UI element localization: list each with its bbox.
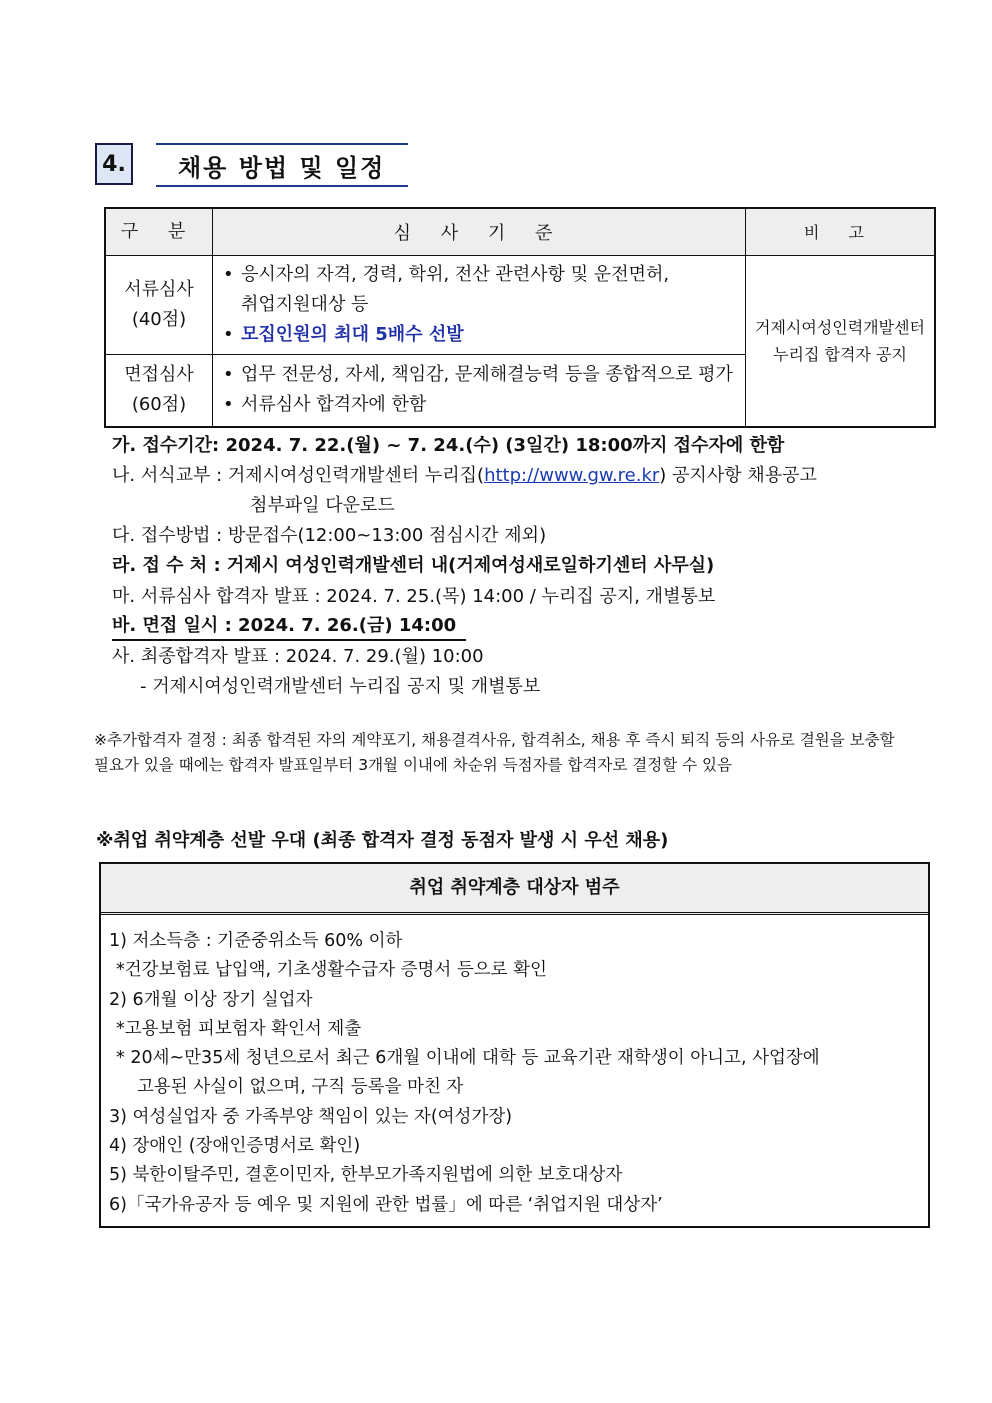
list-item: 4) 장애인 (장애인증명서로 확인)	[109, 1136, 361, 1157]
list-item: *건강보험료 납입액, 기초생활수급자 증명서 등으로 확인	[116, 960, 547, 981]
schedule-na-suffix: ) 공지사항 채용공고	[659, 465, 817, 486]
stage-score: (40점)	[131, 309, 187, 330]
list-item: 1) 저소득층 : 기준중위소득 60% 이하	[109, 931, 403, 951]
schedule-na	[112, 461, 817, 491]
stage-cell	[105, 256, 213, 355]
schedule-ga: 가. 접수기간: 2024. 7. 22.(월) ~ 7. 24.(수) (3일간) 18:00까지 접수자에 한함	[112, 435, 785, 456]
vulnerable-box	[99, 862, 930, 1228]
schedule-ma: 마. 서류심사 합격자 발표 : 2024. 7. 25.(목) 14:00 / 누리집 공지, 개별통보	[112, 586, 716, 607]
list-item: 2) 6개월 이상 장기 실업자	[109, 989, 313, 1010]
criteria-item: 응시자의 자격, 경력, 학위, 전산 관련사항 및 운전면허,	[241, 264, 670, 285]
schedule-na-line2: 첨부파일 다운로드	[250, 495, 395, 516]
additional-pass-note: ※추가합격자 결정 : 최종 합격된 자의 계약포기, 채용결격사유, 합격취소, 채용 후 즉시 퇴직 등의 사유로 결원을 보충할 필요가 있을 때에는 합격자 발표일부터 3개월 이내에 차순위 득점자를 합격자로 결정할 수 있음	[94, 731, 895, 774]
criteria-item-highlight: 모집인원의 최대 5배수 선발	[241, 324, 464, 345]
header-criteria: 심 사 기 준	[213, 208, 746, 256]
table-header-row	[105, 208, 935, 256]
stage-name: 서류심사	[124, 279, 194, 300]
criteria-item: 업무 전문성, 자세, 책임감, 문제해결능력 등을 종합적으로 평가	[241, 364, 733, 386]
header-remark: 비 고	[746, 208, 936, 256]
section-title: 채용 방법 및 일정	[156, 143, 408, 187]
vulnerable-list	[101, 915, 928, 1220]
schedule-ra: 라. 접 수 처 : 거제시 여성인력개발센터 내(거제여성새로일하기센터 사무실)	[112, 555, 715, 576]
list-item: 6)「국가유공자 등 예우 및 지원에 관한 법률」에 따른 ‘취업지원 대상자’	[109, 1194, 663, 1215]
list-item: 고용된 사실이 없으며, 구직 등록을 마친 자	[137, 1077, 464, 1098]
stage-score: (60점)	[131, 394, 187, 416]
vulnerable-title: ※취업 취약계층 선발 우대 (최종 합격자 결정 동점자 발생 시 우선 채용)	[96, 830, 669, 851]
schedule-ba: 바. 면접 일시 : 2024. 7. 26.(금) 14:00	[112, 612, 466, 641]
schedule-sa-sub: - 거제시여성인력개발센터 누리집 공지 및 개별통보	[140, 676, 541, 697]
remark-line: 누리집 합격자 공지	[773, 344, 907, 364]
list-item: 3) 여성실업자 중 가족부양 책임이 있는 자(여성가장)	[109, 1106, 513, 1127]
table-row	[105, 256, 935, 355]
section-number: 4.	[95, 143, 133, 185]
remark-cell	[746, 256, 936, 427]
criteria-cell: • 업무 전문성, 자세, 책임감, 문제해결능력 등을 종합적으로 평가 • 서류심사 합격자에 한함	[213, 355, 746, 427]
list-item: * 20세~만35세 청년으로서 최근 6개월 이내에 대학 등 교육기관 재학생이 아니고, 사업장에	[116, 1048, 820, 1069]
list-item: *고용보험 피보험자 확인서 제출	[116, 1018, 362, 1039]
criteria-cell: • 응시자의 자격, 경력, 학위, 전산 관련사항 및 운전면허, 취업지원대상 등 • 모집인원의 최대 5배수 선발	[213, 256, 746, 355]
header-category: 구 분	[105, 208, 213, 256]
schedule-da: 다. 접수방법 : 방문접수(12:00~13:00 점심시간 제외)	[112, 525, 547, 546]
remark-line: 거제시여성인력개발센터	[754, 317, 926, 337]
criteria-item: 서류심사 합격자에 한함	[241, 394, 427, 416]
schedule-na-text: 나. 서식교부 : 거제시여성인력개발센터 누리집(	[112, 465, 485, 486]
stage-name: 면접심사	[124, 364, 194, 386]
homepage-link[interactable]: http://www.gw.re.kr	[484, 465, 660, 486]
criteria-item: 취업지원대상 등	[241, 294, 369, 315]
criteria-table	[104, 207, 936, 428]
list-item: 5) 북한이탈주민, 결혼이민자, 한부모가족지원법에 의한 보호대상자	[109, 1165, 623, 1186]
vulnerable-box-header: 취업 취약계층 대상자 범주	[101, 864, 928, 915]
stage-cell	[105, 355, 213, 427]
schedule-sa: 사. 최종합격자 발표 : 2024. 7. 29.(월) 10:00	[112, 646, 484, 667]
